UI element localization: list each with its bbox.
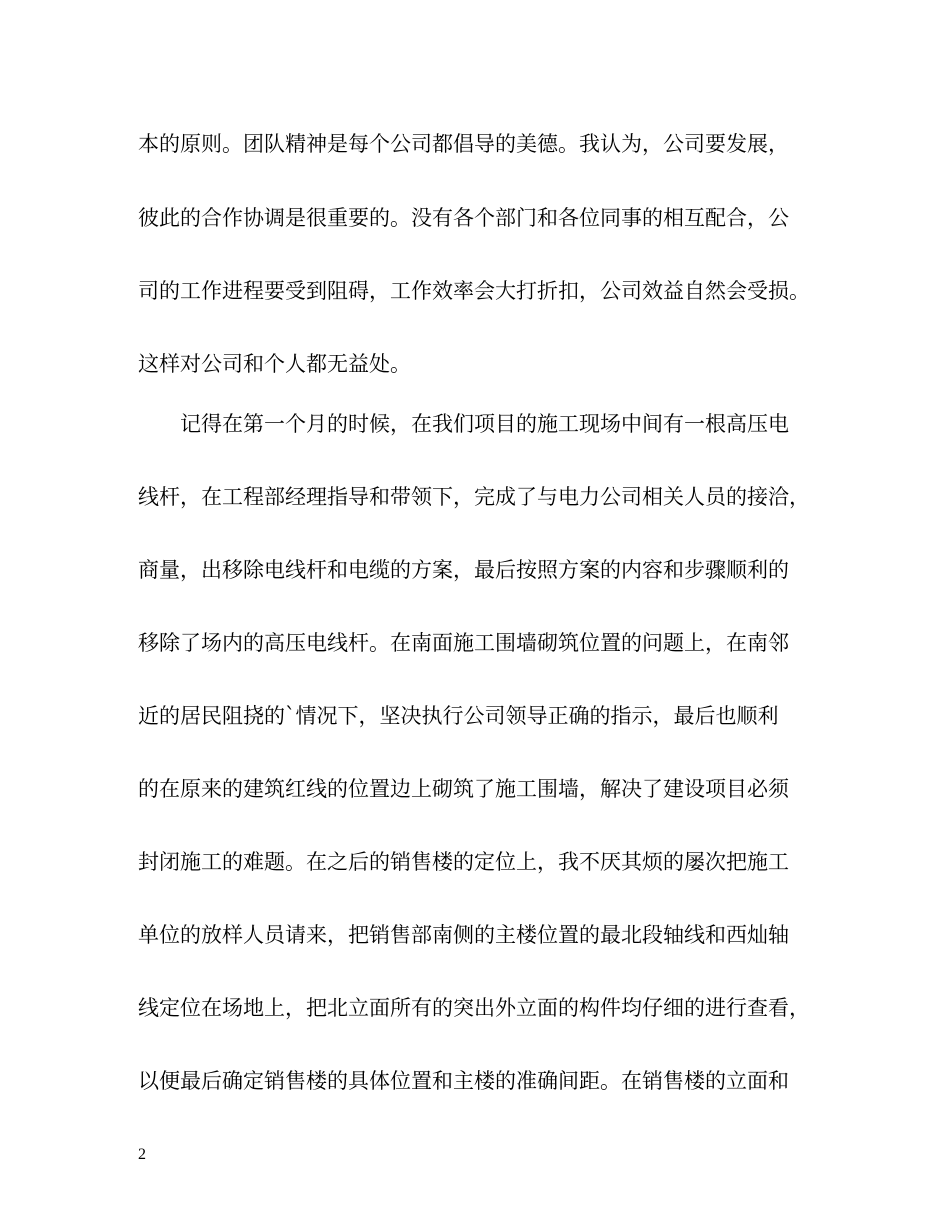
- text-line: 商量，出移除电线杆和电缆的方案，最后按照方案的内容和步骤顺利的: [138, 558, 789, 582]
- text-line: 线杆，在工程部经理指导和带领下，完成了与电力公司相关人员的接洽，: [138, 485, 810, 509]
- text-line: 近的居民阻挠的`情况下，坚决执行公司领导正确的指示，最后也顺利: [138, 704, 779, 728]
- text-line: 线定位在场地上，把北立面所有的突出外立面的构件均仔细的进行查看，: [138, 996, 810, 1020]
- text-line: 本的原则。团队精神是每个公司都倡导的美德。我认为，公司要发展，: [138, 132, 789, 156]
- paragraph-first-line: 记得在第一个月的时候，在我们项目的施工现场中间有一根高压电: [180, 412, 789, 436]
- page-number: 2: [138, 1146, 146, 1163]
- text-line: 的在原来的建筑红线的位置边上砌筑了施工围墙，解决了建设项目必须: [138, 777, 789, 801]
- text-line: 这样对公司和个人都无益处。: [138, 352, 411, 376]
- text-line: 封闭施工的难题。在之后的销售楼的定位上，我不厌其烦的屡次把施工: [138, 850, 789, 874]
- text-line: 以便最后确定销售楼的具体位置和主楼的准确间距。在销售楼的立面和: [138, 1069, 789, 1093]
- text-line: 移除了场内的高压电线杆。在南面施工围墙砌筑位置的问题上，在南邻: [138, 631, 789, 655]
- text-line: 司的工作进程要受到阻碍，工作效率会大打折扣，公司效益自然会受损。: [138, 279, 810, 303]
- text-line: 彼此的合作协调是很重要的。没有各个部门和各位同事的相互配合，公: [138, 206, 789, 230]
- text-line: 单位的放样人员请来，把销售部南侧的主楼位置的最北段轴线和西灿轴: [138, 923, 789, 947]
